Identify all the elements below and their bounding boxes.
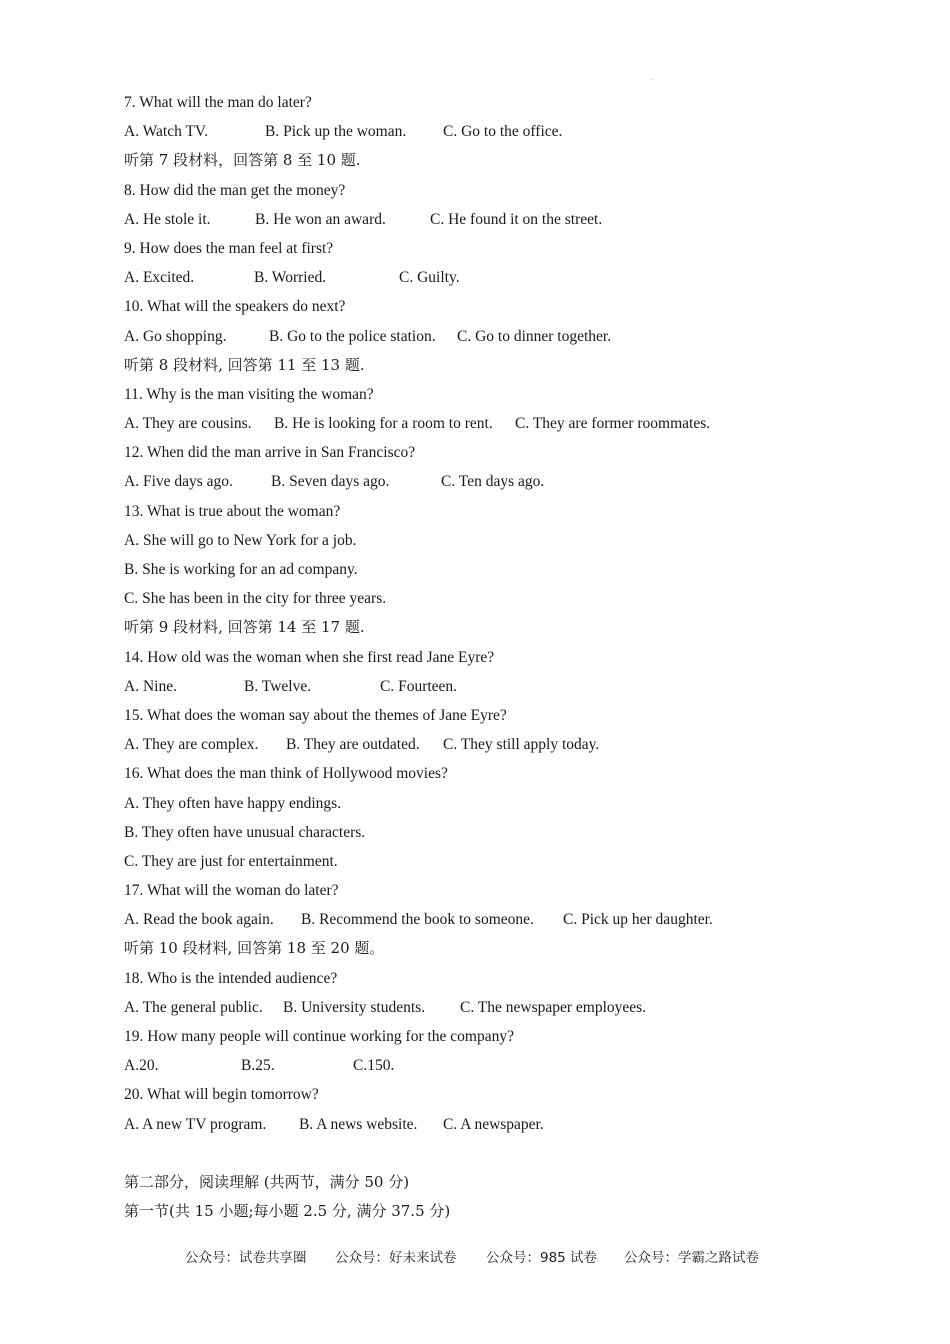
option-text: B. They are outdated.: [286, 736, 420, 754]
option-text: B. Pick up the woman.: [265, 123, 407, 141]
footer-account-label: 公众号：好未来试卷: [335, 1250, 457, 1266]
section-heading: 听第 10 段材料, 回答第 18 至 20 题。: [124, 939, 385, 958]
question-text: 18. Who is the intended audience?: [124, 969, 338, 987]
question-text: 13. What is true about the woman?: [124, 502, 341, 520]
option-text: C. Guilty.: [399, 269, 460, 287]
options-row: [124, 117, 844, 146]
footer-account-label: 公众号：学霸之路试卷: [624, 1250, 759, 1266]
option-text: B. Seven days ago.: [271, 473, 390, 491]
option-text: B. A news website.: [299, 1115, 418, 1133]
question-text: 16. What does the man think of Hollywood movies?: [124, 765, 448, 783]
question-text: 19. How many people will continue working for the company?: [124, 1028, 514, 1045]
option-text: C. They still apply today.: [443, 736, 600, 754]
page-footer: [0, 1244, 950, 1268]
option-text: C. He found it on the street.: [430, 210, 603, 228]
question-text: 15. What does the woman say about the themes of Jane Eyre?: [124, 706, 507, 724]
question-text: 20. What will begin tomorrow?: [124, 1086, 319, 1104]
option-line: C. She has been in the city for three years.: [124, 590, 387, 608]
footer-account-label: 公众号：试卷共享圈: [185, 1250, 307, 1266]
options-row: [124, 322, 844, 351]
question-text: 10. What will the speakers do next?: [124, 298, 346, 316]
options-row: [124, 467, 844, 496]
option-text: A.20.: [124, 1057, 159, 1075]
section-heading: 听第 7 段材料，回答第 8 至 10 题.: [124, 151, 361, 170]
option-text: C. Go to the office.: [443, 123, 563, 141]
options-row: [124, 409, 844, 438]
footer-account-label: 公众号：985 试卷: [486, 1250, 598, 1266]
option-text: C. Fourteen.: [380, 677, 458, 695]
option-text: C. A newspaper.: [443, 1115, 544, 1133]
option-text: A. Nine.: [124, 677, 177, 695]
option-text: A. A new TV program.: [124, 1115, 267, 1133]
section-heading: 第一节(共 15 小题;每小题 2.5 分, 满分 37.5 分): [124, 1201, 451, 1220]
option-text: B. Twelve.: [244, 677, 312, 695]
option-text: C. Pick up her daughter.: [563, 911, 713, 929]
options-row: [124, 905, 844, 934]
option-text: C. Ten days ago.: [441, 473, 545, 491]
option-text: A. Excited.: [124, 269, 195, 287]
option-text: A. The general public.: [124, 998, 263, 1016]
option-text: B. He won an award.: [255, 210, 386, 228]
options-row: [124, 730, 844, 759]
option-text: A. Five days ago.: [124, 473, 233, 491]
options-row: [124, 1051, 844, 1080]
option-text: C. The newspaper employees.: [460, 998, 647, 1016]
option-text: A. Read the book again.: [124, 911, 274, 929]
option-text: B. Recommend the book to someone.: [301, 911, 534, 929]
option-text: B. Go to the police station.: [269, 327, 436, 345]
option-text: B. He is looking for a room to rent.: [274, 415, 493, 433]
options-row: [124, 993, 844, 1022]
option-text: A. Watch TV.: [124, 123, 209, 141]
blank-line: [124, 1139, 844, 1168]
exam-content: [124, 88, 844, 1226]
option-line: B. They often have unusual characters.: [124, 823, 366, 841]
option-line: B. She is working for an ad company.: [124, 561, 358, 578]
options-row: [124, 1110, 844, 1139]
question-text: 9. How does the man feel at first?: [124, 239, 334, 257]
section-heading: 听第 8 段材料, 回答第 11 至 13 题.: [124, 355, 365, 374]
section-heading: 听第 9 段材料, 回答第 14 至 17 题.: [124, 618, 365, 637]
option-text: B. University students.: [283, 998, 426, 1016]
question-text: 8. How did the man get the money?: [124, 181, 346, 199]
options-row: [124, 672, 844, 701]
option-text: C. Go to dinner together.: [457, 327, 612, 345]
option-text: A. They are complex.: [124, 736, 259, 754]
scan-mark: ·: [650, 76, 653, 84]
options-row: [124, 263, 844, 292]
question-text: 17. What will the woman do later?: [124, 882, 339, 900]
option-line: A. They often have happy endings.: [124, 794, 342, 812]
question-text: 14. How old was the woman when she first read Jane Eyre?: [124, 648, 495, 666]
option-text: A. He stole it.: [124, 210, 211, 228]
option-text: C. They are former roommates.: [515, 415, 711, 433]
section-heading: 第二部分，阅读理解 (共两节，满分 50 分): [124, 1172, 410, 1191]
question-text: 12. When did the man arrive in San Francisco?: [124, 444, 416, 462]
options-row: [124, 205, 844, 234]
option-text: B.25.: [241, 1057, 275, 1075]
question-text: 11. Why is the man visiting the woman?: [124, 385, 374, 403]
option-text: A. Go shopping.: [124, 327, 227, 345]
option-line: A. She will go to New York for a job.: [124, 531, 357, 549]
option-line: C. They are just for entertainment.: [124, 852, 338, 870]
option-text: C.150.: [353, 1057, 395, 1075]
option-text: A. They are cousins.: [124, 415, 252, 433]
option-text: B. Worried.: [254, 269, 327, 287]
question-text: 7. What will the man do later?: [124, 94, 312, 111]
